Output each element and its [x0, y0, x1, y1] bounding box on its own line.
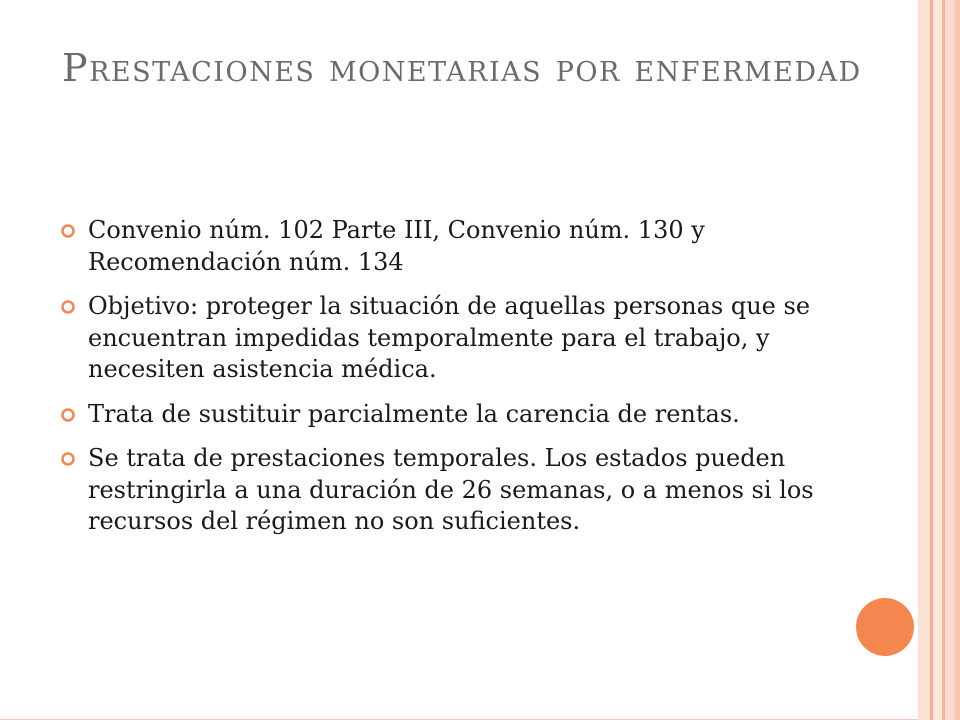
bullet-text: Convenio núm. 102 Parte III, Convenio núm. 130 y Recomendación núm. 134	[88, 216, 705, 276]
slide-title: Prestaciones monetarias por enfermedad	[62, 46, 862, 90]
decorative-orange-circle	[856, 598, 914, 656]
stripe	[945, 0, 955, 720]
stripe	[933, 0, 942, 720]
list-item	[60, 291, 830, 386]
bullet-list	[60, 215, 830, 551]
stripe	[918, 0, 930, 720]
stripe	[955, 0, 960, 720]
bullet-text: Trata de sustituir parcialmente la carencia de rentas.	[88, 399, 740, 428]
bullet-text: Se trata de prestaciones temporales. Los estados pueden restringirla a una duración de 26 semanas, o a menos si los recursos del régimen no son suficientes.	[88, 444, 814, 535]
list-item	[60, 443, 830, 538]
list-item	[60, 399, 830, 431]
bullet-circle-icon	[60, 451, 76, 467]
bullet-circle-icon	[60, 299, 76, 315]
bullet-circle-icon	[60, 223, 76, 239]
bullet-text: Objetivo: proteger la situación de aquellas personas que se encuentran impedidas temporalmente para el trabajo, y necesiten asistencia médica.	[88, 292, 811, 383]
list-item	[60, 215, 830, 278]
bullet-circle-icon	[60, 407, 76, 423]
